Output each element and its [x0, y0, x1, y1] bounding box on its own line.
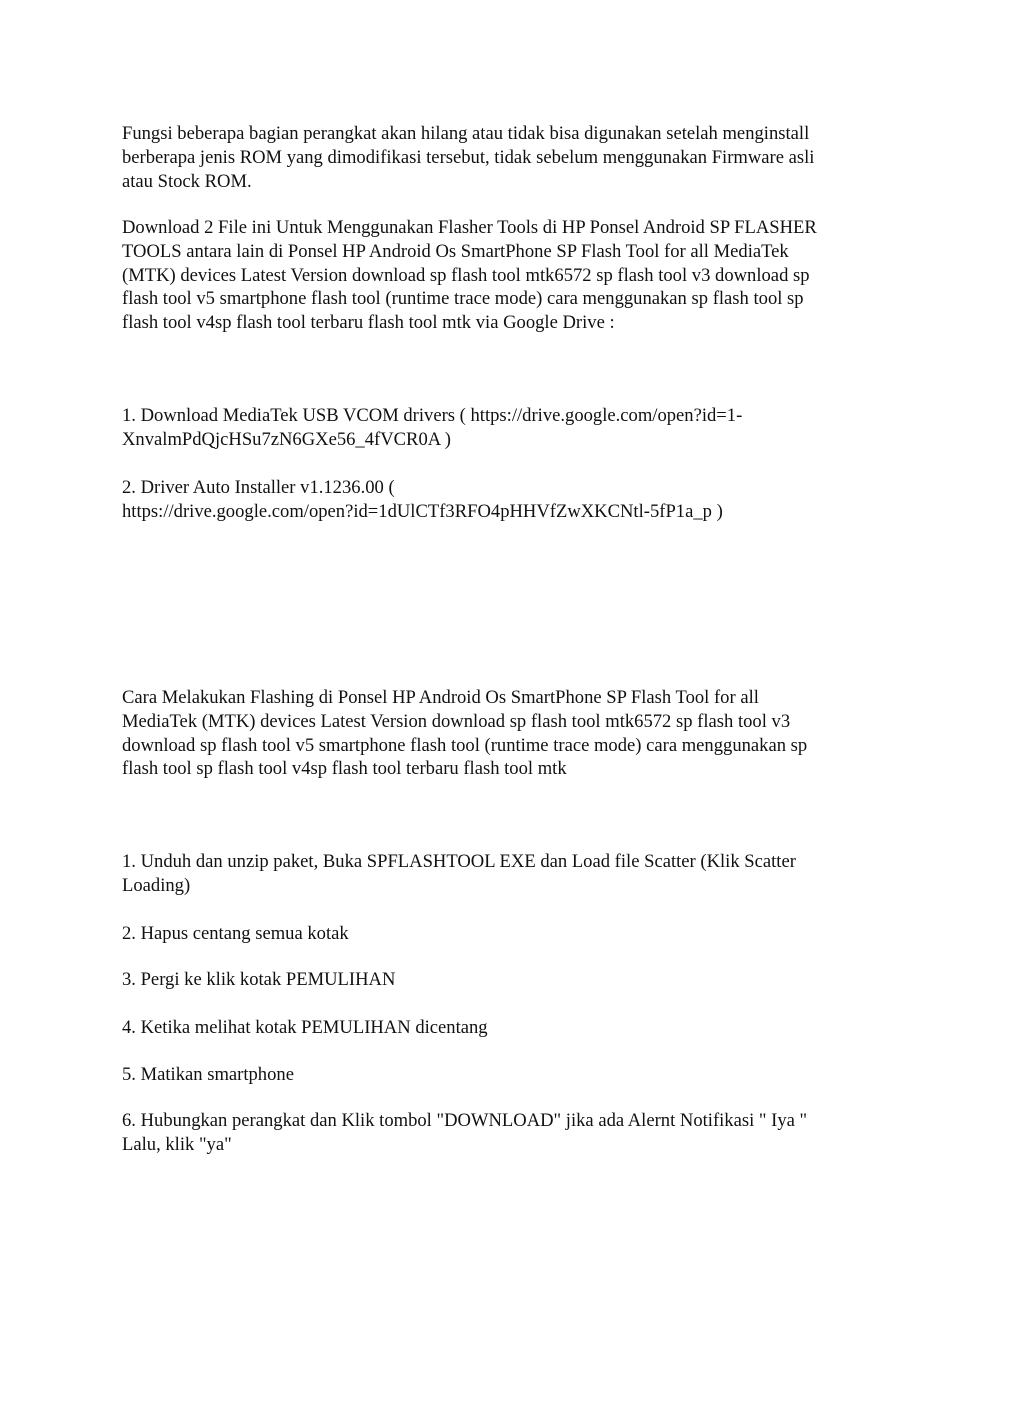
intro-paragraph: Fungsi beberapa bagian perangkat akan hilang atau tidak bisa digunakan setelah menginstall berberapa jenis ROM yang dimodifikasi tersebut, tidak sebelum menggunakan Firmware asli atau Stock ROM. — [122, 123, 815, 192]
download-item-vcom: 1. Download MediaTek USB VCOM drivers ( https://drive.google.com/open?id=1- XnvalmPdQjcHSu7zN6GXe56_4fVCR0A ) — [122, 405, 743, 450]
step-1: 1. Unduh dan unzip paket, Buka SPFLASHTOOL EXE dan Load file Scatter (Klik Scatter Loading) — [122, 851, 796, 896]
step-6: 6. Hubungkan perangkat dan Klik tombol "DOWNLOAD" jika ada Alernt Notifikasi " Iya " Lalu, klik "ya" — [122, 1110, 808, 1155]
flashing-paragraph: Cara Melakukan Flashing di Ponsel HP Android Os SmartPhone SP Flash Tool for all MediaTek (MTK) devices Latest Version download sp flash tool mtk6572 sp flash tool v3 download sp flash tool v5 smartphone flash tool (runtime trace mode) cara menggunakan sp flash tool sp flash tool v4sp flash tool terbaru flash tool mtk — [122, 687, 808, 780]
step-3: 3. Pergi ke klik kotak PEMULIHAN — [122, 969, 396, 990]
step-2: 2. Hapus centang semua kotak — [122, 923, 349, 944]
step-4: 4. Ketika melihat kotak PEMULIHAN dicentang — [122, 1017, 488, 1038]
download-item-auto-installer: 2. Driver Auto Installer v1.1236.00 ( https://drive.google.com/open?id=1dUlCTf3RFO4pHHVfZwXKCNtl-5fP1a_p ) — [122, 477, 723, 522]
download-paragraph: Download 2 File ini Untuk Menggunakan Flasher Tools di HP Ponsel Android SP FLASHER TOOLS antara lain di Ponsel HP Android Os SmartPhone SP Flash Tool for all MediaTek (MTK) devices Latest Version download sp flash tool mtk6572 sp flash tool v3 download sp flash tool v5 smartphone flash tool (runtime trace mode) cara menggunakan sp flash tool sp flash tool v4sp flash tool terbaru flash tool mtk via Google Drive : — [122, 217, 817, 334]
step-5: 5. Matikan smartphone — [122, 1064, 294, 1085]
